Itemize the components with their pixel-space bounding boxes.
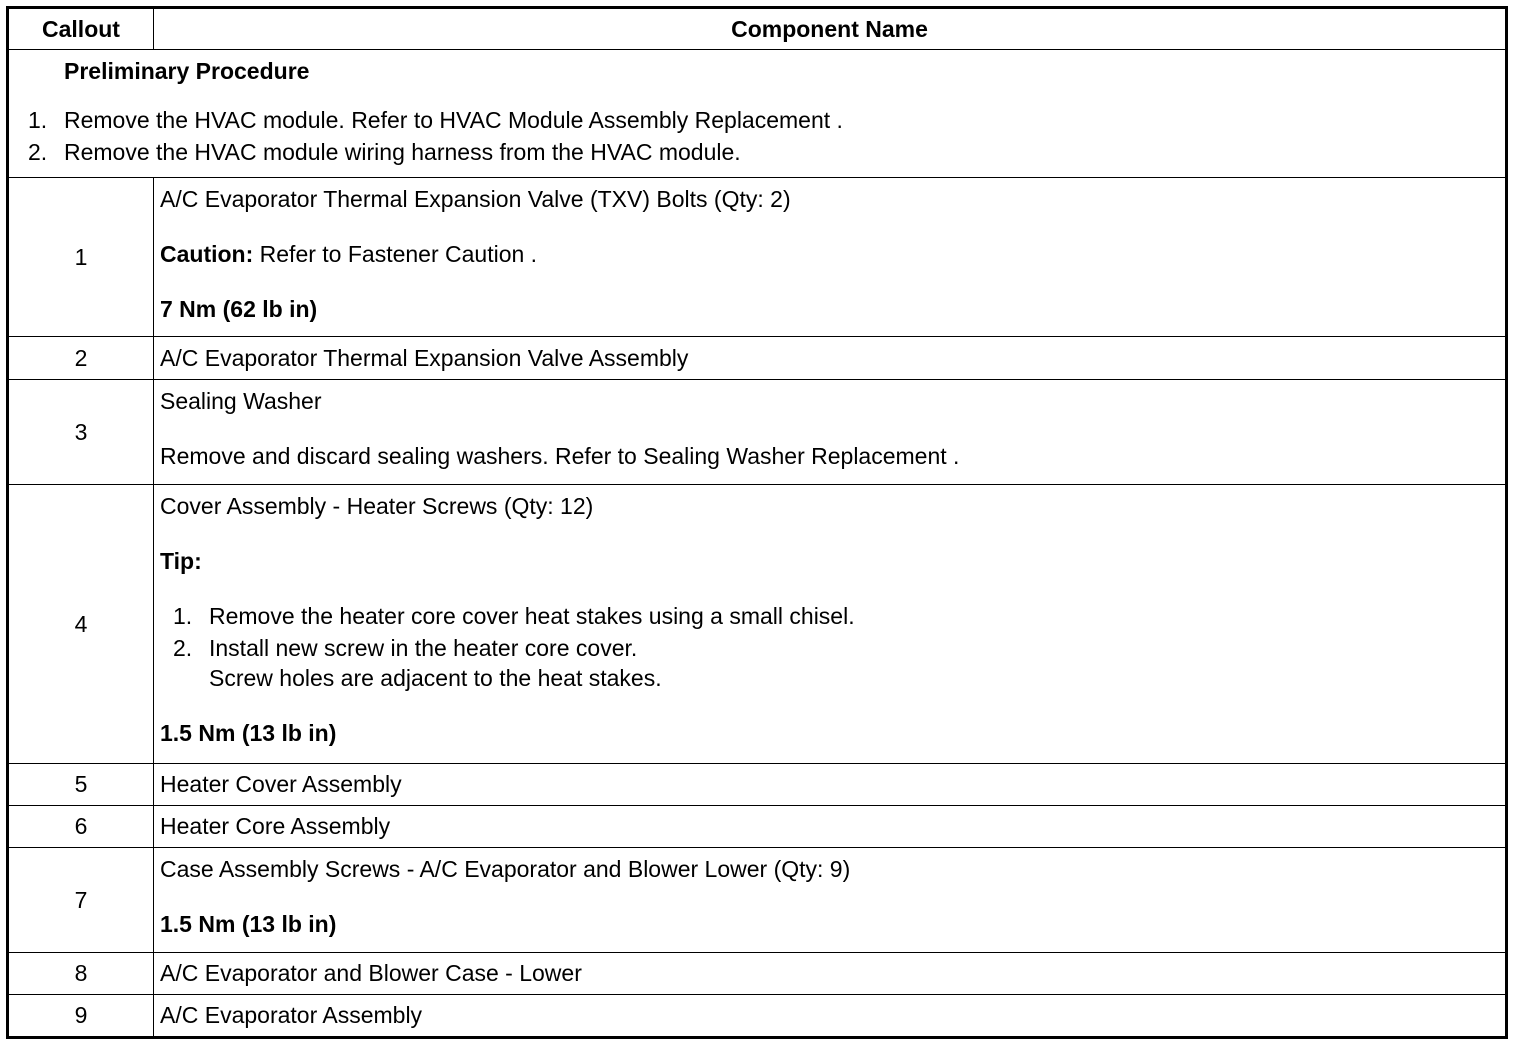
component-name: Heater Core Assembly xyxy=(154,806,1507,848)
tip-text: Install new screw in the heater core cover. xyxy=(209,635,638,661)
component-note: Remove and discard sealing washers. Refer to Sealing Washer Replacement . xyxy=(160,443,960,469)
callout-number: 3 xyxy=(8,380,154,485)
tip-text: Remove the heater core cover heat stakes using a small chisel. xyxy=(209,603,855,629)
tip-number: 2. xyxy=(173,635,193,661)
callout-number: 7 xyxy=(8,848,154,953)
callout-number: 1 xyxy=(8,178,154,337)
caution-text: Refer to Fastener Caution . xyxy=(253,241,538,267)
callout-number: 2 xyxy=(8,337,154,380)
table-row xyxy=(8,953,1507,995)
torque-spec: 7 Nm (62 lb in) xyxy=(160,296,318,322)
step-number: 2. xyxy=(28,139,48,165)
component-name: A/C Evaporator Thermal Expansion Valve Assembly xyxy=(154,337,1507,380)
preliminary-procedure xyxy=(8,50,1507,178)
component-name: Cover Assembly - Heater Screws (Qty: 12) xyxy=(160,493,594,519)
table-row xyxy=(8,995,1507,1038)
callout-number: 8 xyxy=(8,953,154,995)
callout-number: 4 xyxy=(8,485,154,764)
tip-extra: Screw holes are adjacent to the heat stakes. xyxy=(209,665,662,691)
tip-step xyxy=(160,603,1505,635)
component-cell xyxy=(154,380,1507,485)
tip-step xyxy=(160,635,1505,692)
component-name: A/C Evaporator Thermal Expansion Valve (TXV) Bolts (Qty: 2) xyxy=(160,186,791,212)
step-number: 1. xyxy=(28,107,48,133)
callout-number: 5 xyxy=(8,764,154,806)
component-cell xyxy=(154,178,1507,337)
component-name: Sealing Washer xyxy=(160,388,322,414)
table-row xyxy=(8,806,1507,848)
step-text: Remove the HVAC module wiring harness from the HVAC module. xyxy=(64,139,741,165)
component-name: A/C Evaporator Assembly xyxy=(154,995,1507,1038)
table-row xyxy=(8,380,1507,485)
table-row xyxy=(8,178,1507,337)
preliminary-step xyxy=(9,107,1505,139)
callout-number: 6 xyxy=(8,806,154,848)
table-row xyxy=(8,848,1507,953)
table-header-row xyxy=(8,8,1507,50)
preliminary-title: Preliminary Procedure xyxy=(64,58,310,84)
tip-number: 1. xyxy=(173,603,193,629)
component-header: Component Name xyxy=(154,8,1507,50)
table-row xyxy=(8,764,1507,806)
caution-line xyxy=(160,241,1505,268)
component-table xyxy=(6,6,1508,1039)
callout-number: 9 xyxy=(8,995,154,1038)
component-name: Case Assembly Screws - A/C Evaporator and Blower Lower (Qty: 9) xyxy=(160,856,851,882)
torque-spec: 1.5 Nm (13 lb in) xyxy=(160,720,337,746)
callout-header: Callout xyxy=(8,8,154,50)
component-cell xyxy=(154,848,1507,953)
table-row xyxy=(8,337,1507,380)
tip-label: Tip: xyxy=(160,548,202,574)
component-name: Heater Cover Assembly xyxy=(154,764,1507,806)
component-cell xyxy=(154,485,1507,764)
torque-spec: 1.5 Nm (13 lb in) xyxy=(160,911,337,937)
caution-label: Caution: xyxy=(160,241,254,267)
component-name: A/C Evaporator and Blower Case - Lower xyxy=(154,953,1507,995)
table-row xyxy=(8,485,1507,764)
step-text: Remove the HVAC module. Refer to HVAC Module Assembly Replacement . xyxy=(64,107,843,133)
preliminary-row xyxy=(8,50,1507,178)
preliminary-step xyxy=(9,139,1505,171)
